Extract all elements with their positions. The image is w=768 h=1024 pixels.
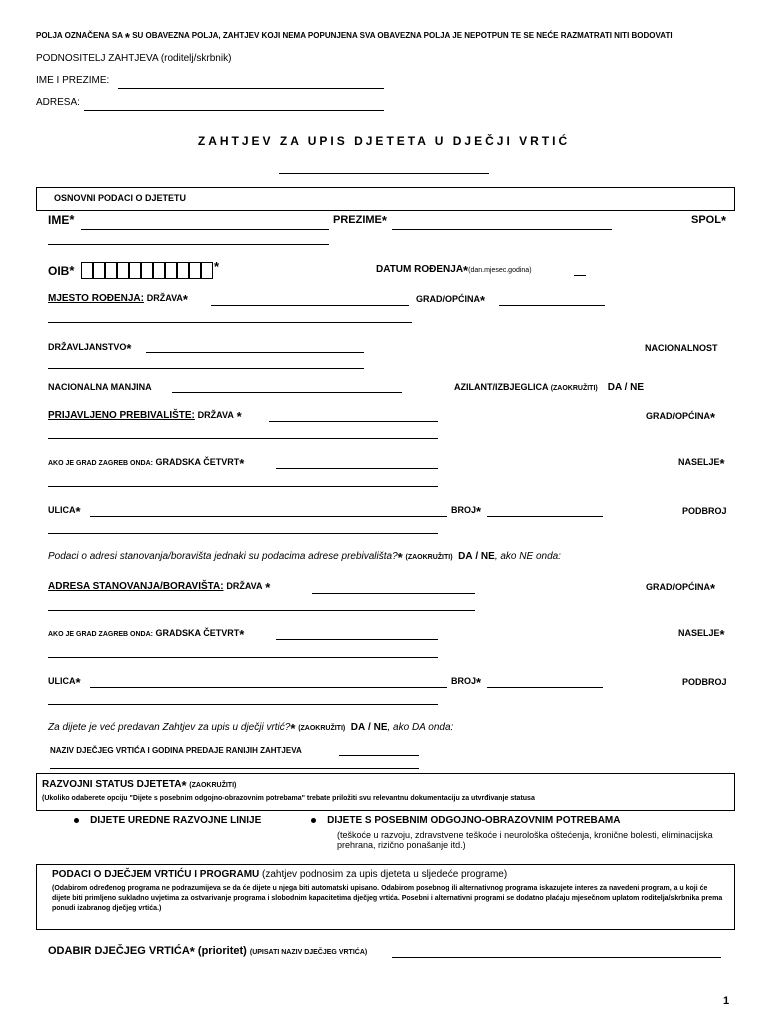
residence-street-label: ULICA* [48, 504, 81, 519]
current-address-city-label: GRAD/OPĆINA* [646, 581, 716, 596]
development-status-title: RAZVOJNI STATUS DJETETA* (ZAOKRUŽITI) [42, 778, 237, 793]
bullet-icon [74, 818, 79, 823]
current-address-label: ADRESA STANOVANJA/BORAVIŠTA: DRŽAVA * [48, 580, 271, 595]
residence-label: PRIJAVLJENO PREBIVALIŠTE: DRŽAVA * [48, 409, 242, 424]
child-data-section-title: OSNOVNI PODACI O DJETETU [54, 193, 187, 203]
page-number: 1 [723, 995, 730, 1007]
parent-address-label: ADRESA: [36, 97, 80, 108]
current-district-field[interactable] [276, 639, 438, 640]
development-status-note: (Ukoliko odaberete opciju "Dijete s posebnim odgojno-obrazovnim potrebama" trebate priložiti svu relevantnu dokumentaciju za utvrđivanje statusa [42, 795, 535, 802]
oib-digit[interactable] [141, 262, 153, 279]
birth-city-label: GRAD/OPĆINA* [416, 293, 486, 308]
birth-date-field[interactable] [574, 275, 586, 276]
parent-address-field[interactable] [84, 110, 384, 111]
residence-number-field[interactable] [487, 516, 603, 517]
residence-subnumber-label: PODBROJ [682, 506, 727, 516]
child-last-name-label: PREZIME* [333, 213, 387, 228]
development-option-typical[interactable]: DIJETE UREDNE RAZVOJNE LINIJE [74, 815, 261, 826]
child-last-name-field[interactable] [392, 229, 612, 230]
oib-digit[interactable] [177, 262, 189, 279]
child-first-name-label: IME* [48, 212, 75, 227]
special-needs-detail: (teškoće u razvoju, zdravstvene teškoće i neurološka oštećenja, kronične bolesti, eliminacijska prehrana, rizično ponašanje itd.) [337, 830, 713, 850]
parent-name-label: IME I PREZIME: [36, 75, 110, 86]
applicant-label: PODNOSITELJ ZAHTJEVA (roditelj/skrbnik) [36, 53, 232, 64]
current-subnumber-label: PODBROJ [682, 677, 727, 687]
birth-country-field[interactable] [211, 305, 409, 306]
previous-kindergarten-field[interactable] [339, 755, 419, 756]
child-first-name-field[interactable] [81, 229, 329, 230]
current-subnumber-field[interactable] [48, 704, 438, 705]
birth-city-field[interactable] [499, 305, 605, 306]
program-note: (Odabirom određenog programa ne podrazumijeva se da će dijete u njega biti automatski upisano. Odabirom posebnog ili alternativnog programa iskazujete interes za navedeni program, a u koji će dijete biti primljeno sukladno uvjetima za ostvarivanje programa i slobodnim kapacitetima dječjeg vrtića. Posebni i alternativni programi se dodatno plaćaju mjesečnom uplatom roditelja/skrbnika prema ponudi izabranog dječjeg vrtića.) [52, 885, 723, 912]
citizenship-field[interactable] [146, 352, 364, 353]
oib-digit[interactable] [129, 262, 141, 279]
residence-street-field[interactable] [90, 516, 447, 517]
current-address-country-field[interactable] [312, 593, 475, 594]
residence-city-label: GRAD/OPĆINA* [646, 410, 716, 425]
current-settlement-label: NASELJE* [678, 627, 725, 642]
current-number-field[interactable] [487, 687, 603, 688]
oib-digit[interactable] [165, 262, 177, 279]
birth-place-label: MJESTO ROĐENJA: DRŽAVA* [48, 292, 188, 307]
residence-number-label: BROJ* [451, 504, 482, 519]
previous-kindergarten-extra-line[interactable] [50, 768, 419, 769]
oib-digit[interactable] [105, 262, 117, 279]
residence-country-field[interactable] [269, 421, 438, 422]
residence-settlement-label: NASELJE* [678, 456, 725, 471]
oib-digit[interactable] [201, 262, 213, 279]
child-sex-field[interactable] [48, 244, 329, 245]
oib-digit[interactable] [93, 262, 105, 279]
kindergarten-choice-label: ODABIR DJEČJEG VRTIĆA* (prioritet) (UPISATI NAZIV DJEČJEG VRTIĆA) [48, 944, 368, 959]
residence-city-field[interactable] [48, 438, 438, 439]
address-same-question: Podaci o adresi stanovanja/boravišta jednaki su podacima adrese prebivališta?* (ZAOKRUŽITI) DA / NE, ako NE onda: [48, 550, 561, 565]
current-street-field[interactable] [90, 687, 447, 688]
residence-zagreb-label: AKO JE GRAD ZAGREB ONDA: GRADSKA ČETVRT* [48, 456, 245, 471]
residence-subnumber-field[interactable] [48, 533, 438, 534]
current-number-label: BROJ* [451, 675, 482, 690]
oib-label: OIB* [48, 263, 75, 278]
national-minority-label: NACIONALNA MANJINA [48, 382, 152, 392]
parent-name-field[interactable] [118, 88, 384, 89]
form-title: ZAHTJEV ZA UPIS DJETETA U DJEČJI VRTIĆ [197, 134, 571, 148]
previous-kindergarten-label: NAZIV DJEČJEG VRTIĆA I GODINA PREDAJE RANIJIH ZAHTJEVA [50, 746, 302, 755]
previous-application-question: Za dijete je već predavan Zahtjev za upis u dječji vrtić?* (ZAOKRUŽITI) DA / NE, ako DA onda: [48, 721, 454, 736]
citizenship-label: DRŽAVLJANSTVO* [48, 341, 132, 356]
oib-digit[interactable] [153, 262, 165, 279]
oib-digit[interactable] [189, 262, 201, 279]
birth-date-label: DATUM ROĐENJA*(dan.mjesec.godina) [376, 263, 532, 278]
national-minority-field[interactable] [172, 392, 402, 393]
development-option-special-needs[interactable]: DIJETE S POSEBNIM ODGOJNO-OBRAZOVNIM POTREBAMA [311, 815, 620, 826]
child-sex-label: SPOL* [691, 213, 727, 228]
title-signature-line[interactable] [279, 173, 489, 174]
current-address-city-field[interactable] [48, 610, 475, 611]
current-street-label: ULICA* [48, 675, 81, 690]
residence-district-field[interactable] [276, 468, 438, 469]
residence-settlement-field[interactable] [48, 486, 438, 487]
mandatory-notice: POLJA OZNAČENA SA * SU OBAVEZNA POLJA, ZAHTJEV KOJI NEMA POPUNJENA SVA OBAVEZNA POLJA JE NEPOTPUN TE SE NEĆE RAZMATRATI NITI BODOVATI [36, 30, 673, 45]
oib-star: * [214, 259, 220, 274]
nationality-label: NACIONALNOST [645, 343, 718, 353]
nationality-field[interactable] [48, 368, 364, 369]
kindergarten-choice-field[interactable] [392, 957, 721, 958]
current-zagreb-label: AKO JE GRAD ZAGREB ONDA: GRADSKA ČETVRT* [48, 627, 245, 642]
birth-place-extra-line[interactable] [48, 322, 412, 323]
oib-digit[interactable] [117, 262, 129, 279]
current-settlement-field[interactable] [48, 657, 438, 658]
oib-digit[interactable] [81, 262, 93, 279]
asylum-label: AZILANT/IZBJEGLICA (ZAOKRUŽITI) DA / NE [454, 382, 645, 393]
bullet-icon [311, 818, 316, 823]
program-title: PODACI O DJEČJEM VRTIĆU I PROGRAMU (zahtjev podnosim za upis djeteta u sljedeće programe) [52, 869, 508, 880]
